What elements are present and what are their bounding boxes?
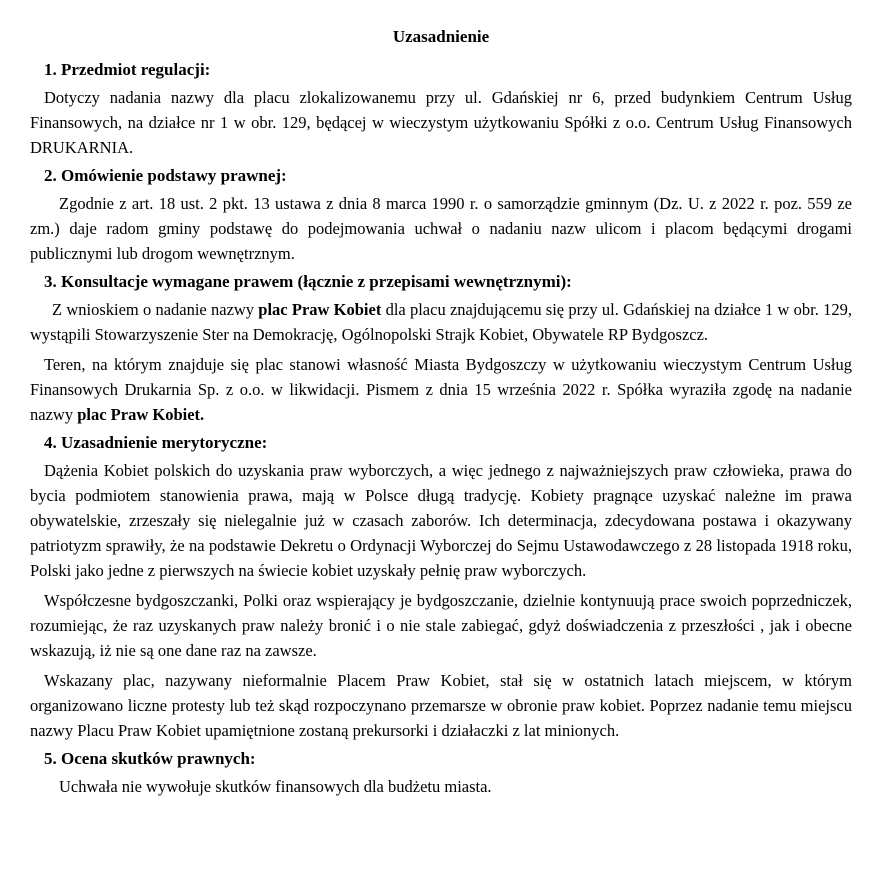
text-run: Teren, na którym znajduje się plac stanowi własność Miasta Bydgoszczy w użytkowaniu wieczystym Centrum Usług Finansowych Drukarnia Sp. z o.o. w likwidacji. Pismem z dnia 15 września 2022 r. Spółka wyraziła zgodę na nadanie nazwy [30,355,852,424]
section-heading-5: 5. Ocena skutków prawnych: [44,749,256,768]
text-run: Współczesne bydgoszczanki, Polki oraz wspierający je bydgoszczanie, dzielnie kontynuują prace swoich poprzedniczek, rozumiejąc, że raz uzyskanych praw należy bronić i o nie stale zabiegać, gdyż doświadczenia z przeszłości , jak i obecne wskazują, iż nie są one dane raz na zawsze. [30,591,852,660]
paragraph-s4-p2 [30,588,852,663]
paragraph-s1-p1 [30,85,852,160]
section-heading-3: 3. Konsultacje wymagane prawem (łącznie z przepisami wewnętrznymi): [44,272,572,291]
paragraph-s4-p3 [30,668,852,743]
text-run-bold: plac Praw Kobiet. [77,405,205,424]
paragraph-s3-p2 [30,352,852,427]
text-run: dla placu znajdującemu się przy ul. Gdańskiej na działce 1 w obr. 129, wystąpili Stowarzyszenie Ster na Demokrację, Ogólnopolski Strajk Kobiet, Obywatele RP Bydgoszcz. [30,300,852,344]
paragraph-s5-p1 [30,774,852,799]
text-run: Zgodnie z art. 18 ust. 2 pkt. 13 ustawa z dnia 8 marca 1990 r. o samorządzie gminnym (Dz. U. z 2022 r. poz. 559 ze zm.) daje radom gminy podstawę do podejmowania uchwał o nadaniu nazw ulicom i placom będącymi drogami publicznymi lub drogom wewnętrznym. [30,194,852,263]
paragraph-s2-p1 [30,191,852,266]
section-heading-4: 4. Uzasadnienie merytoryczne: [44,433,268,452]
text-run-bold: plac Praw Kobiet [258,300,382,319]
section-heading-2: 2. Omówienie podstawy prawnej: [44,166,287,185]
text-run: Z wnioskiem o nadanie nazwy [52,300,259,319]
text-run: Dotyczy nadania nazwy dla placu zlokalizowanemu przy ul. Gdańskiej nr 6, przed budynkiem Centrum Usług Finansowych, na działce nr 1 w obr. 129, będącej w wieczystym użytkowaniu Spółki z o.o. Centrum Usług Finansowych DRUKARNIA. [30,88,852,157]
section-heading-1: 1. Przedmiot regulacji: [44,60,211,79]
text-run: Dążenia Kobiet polskich do uzyskania praw wyborczych, a więc jednego z najważniejszych praw człowieka, prawa do bycia podmiotem stanowienia prawa, mają w Polsce długą tradycję. Kobiety pragnące uzyskać należne im prawa obywatelskie, zrzeszały się nielegalnie już w czasach zaborów. Ich determinacja, zdecydowana postawa i okazywany patriotyzm sprawiły, że na podstawie Dekretu o Ordynacji Wyborczej do Sejmu Ustawodawczego z 28 listopada 1918 roku, Polski jako jedne z pierwszych na świecie kobiet uzyskały pełnię praw wyborczych. [30,461,852,580]
text-run: Uchwała nie wywołuje skutków finansowych dla budżetu miasta. [59,777,492,796]
paragraph-s3-p1 [30,297,852,347]
text-run: Wskazany plac, nazywany nieformalnie Placem Praw Kobiet, stał się w ostatnich latach miejscem, w którym organizowano liczne protesty lub też skąd rozpoczynano przemarsze w obronie praw kobiet. Poprzez nadanie temu miejscu nazwy Placu Praw Kobiet upamiętnione zostaną prekursorki i działaczki z lat minionych. [30,671,852,740]
paragraph-s4-p1 [30,458,852,583]
document-title: Uzasadnienie [392,27,490,46]
